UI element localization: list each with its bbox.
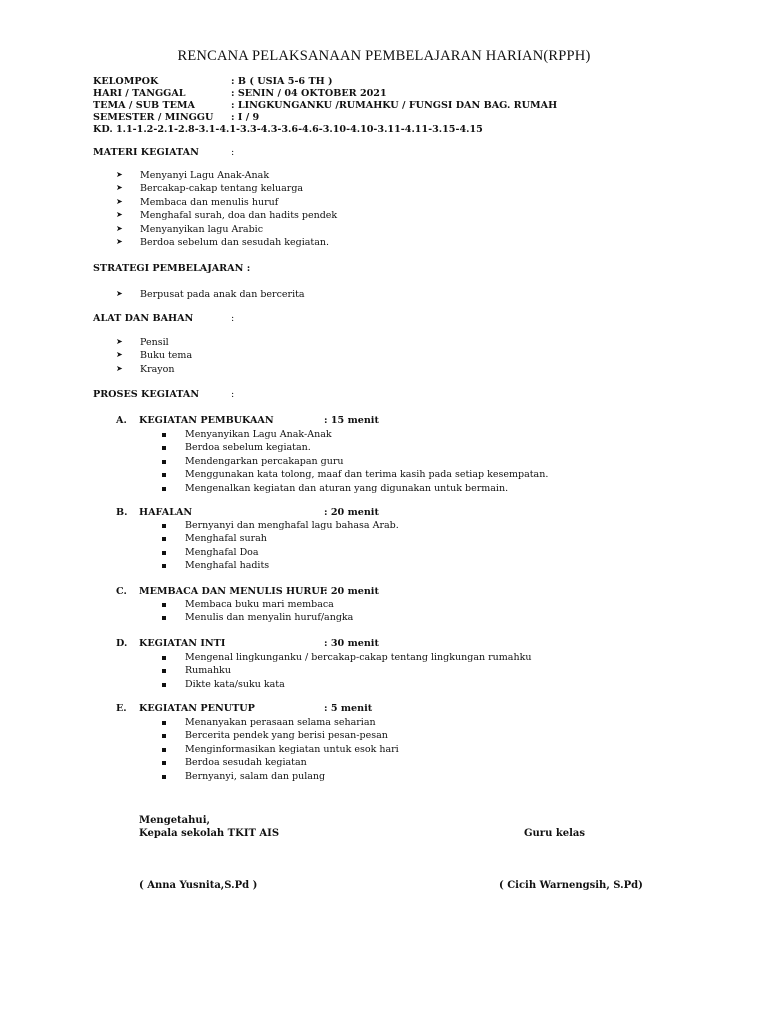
square-bullet-icon [162,721,166,725]
kd-text: KD. 1.1-1.2-2.1-2.8-3.1-4.1-3.3-4.3-3.6-4.6-3.10-4.10-3.11-4.11-3.15-4.15 [93,124,483,135]
square-bullet-icon [162,460,166,464]
square-bullet-icon [162,564,166,568]
square-bullet-icon [162,616,166,620]
square-bullet-icon [162,669,166,673]
strategi-heading: STRATEGI PEMBELAJARAN : [93,263,251,274]
section-duration-c: : 20 menit [324,586,379,597]
info-label: KELOMPOK [93,76,159,87]
guru-kelas-name: ( Cicih Warnengsih, S.Pd) [499,880,643,891]
section-letter-e: E. [116,703,127,714]
alat-colon: : [231,313,235,324]
alat-heading: ALAT DAN BAHAN [93,313,194,324]
section-duration-d: : 30 menit [324,638,379,649]
square-bullet-icon [162,551,166,555]
section-letter-c: C. [116,586,127,597]
arrow-bullet-icon: ➤ [116,289,123,298]
square-bullet-icon [162,683,166,687]
arrow-bullet-icon: ➤ [116,350,123,360]
section-name-e: KEGIATAN PENUTUP [139,703,255,714]
guru-kelas-title: Guru kelas [524,828,586,839]
kepala-sekolah-name: ( Anna Yusnita,S.Pd ) [139,880,258,891]
section-name-a: KEGIATAN PEMBUKAAN [139,415,274,426]
square-bullet-icon [162,656,166,660]
arrow-bullet-icon: ➤ [116,337,123,346]
square-bullet-icon [162,748,166,752]
kepala-sekolah-title: Kepala sekolah TKIT AIS [139,828,280,839]
arrow-bullet-icon: ➤ [116,363,123,373]
square-bullet-icon [162,537,166,541]
section-name-d: KEGIATAN INTI [139,638,226,649]
materi-heading: MATERI KEGIATAN [93,147,199,158]
section-duration-b: : 20 menit [324,507,379,518]
arrow-bullet-icon: ➤ [116,210,123,220]
document-page: RENCANA PELAKSANAAN PEMBELAJARAN HARIAN(RPPH) KELOMPOK : B ( USIA 5-6 TH ) HARI / TANGGAL : SENIN / 04 OKTOBER 2021 TEMA / SUB TEMA : LINGKUNGANKU /RUMAHKU / FUNGSI DAN BAG. RUMAH SEMESTER / MINGGU : I / 9 KD. 1.1-1.2-2.1-2.8-3.1-4.1-3.3-4.3-3.6-4.6-3.10-4.10-3.11-4.11-3.15-4.15 MATERI KEGIATAN : ➤ Menyanyi Lagu Anak-Anak ➤ Bercakap-cakap tentang keluarga ➤ Membaca dan menulis huruf ➤ Menghafal surah, doa dan hadits pendek ➤ Menyanyikan lagu Arabic ➤ Berdoa sebelum dan sesudah kegiatan. STRATEGI PEMBELAJARAN : ➤ Berpusat pada anak dan bercerita ALAT DAN BAHAN : ➤ Pensil ➤ Buku tema ➤ Krayon PROSES KEGIATAN : A. KEGIATAN PEMBUKAAN : 15 menit Menyanyikan Lagu Anak-Anak Berdoa sebelum kegiatan. Mendengarkan percakapan guru Menggunakan kata tolong, maaf dan terima kasih pada setiap kesempatan. Mengenalkan kegiatan dan aturan yang digunakan untuk bermain. B. HAFALAN : 20 menit Bernyanyi dan menghafal lagu bahasa Arab. Menghafal surah Menghafal Doa Menghafal hadits C. MEMBACA DAN MENULIS HURUF : 20 menit Membaca buku mari membaca Menulis dan menyalin huruf/angka D. KEGIATAN INTI : 30 menit Mengenal lingkunganku / bercakap-cakap tentang lingkungan rumahku Rumahku Dikte kata/suku kata E. KEGIATAN PENUTUP : 5 menit Menanyakan perasaan selama seharian Bercerita pendek yang berisi pesan-pesan Menginformasikan kegiatan untuk esok hari Berdoa sesudah kegiatan Bernyanyi, salam dan pulang Mengetahui, Kepala sekolah TKIT AIS Guru kelas ( Anna Yusnita,S.Pd ) ( Cicih Warnengsih, S.Pd) [0,0,768,1024]
info-value: : B ( USIA 5-6 TH ) [231,76,333,87]
square-bullet-icon [162,761,166,765]
section-duration-a: : 15 menit [324,415,379,426]
info-label: HARI / TANGGAL [93,88,186,99]
arrow-bullet-icon: ➤ [116,196,123,206]
square-bullet-icon [162,446,166,450]
square-bullet-icon [162,734,166,738]
section-name-c: MEMBACA DAN MENULIS HURUF [139,586,327,597]
square-bullet-icon [162,603,166,607]
square-bullet-icon [162,524,166,528]
info-label: SEMESTER / MINGGU [93,112,214,123]
info-label: TEMA / SUB TEMA [93,100,195,111]
square-bullet-icon [162,433,166,437]
arrow-bullet-icon: ➤ [116,236,123,246]
section-letter-b: B. [116,507,128,518]
proses-colon: : [231,389,235,400]
info-value: : SENIN / 04 OKTOBER 2021 [231,88,387,99]
arrow-bullet-icon: ➤ [116,223,123,233]
square-bullet-icon [162,775,166,779]
square-bullet-icon [162,487,166,491]
document-title: RENCANA PELAKSANAAN PEMBELAJARAN HARIAN(RPPH) [177,48,591,64]
arrow-bullet-icon: ➤ [116,170,123,179]
section-letter-a: A. [116,415,127,426]
materi-colon: : [231,147,235,158]
info-value: : I / 9 [231,112,260,123]
section-name-b: HAFALAN [139,507,193,518]
section-duration-e: : 5 menit [324,703,373,714]
square-bullet-icon [162,473,166,477]
info-value: : LINGKUNGANKU /RUMAHKU / FUNGSI DAN BAG. RUMAH [231,100,558,111]
section-letter-d: D. [116,638,128,649]
proses-heading: PROSES KEGIATAN [93,389,200,400]
mengetahui-text: Mengetahui, [139,815,210,826]
arrow-bullet-icon: ➤ [116,183,123,193]
